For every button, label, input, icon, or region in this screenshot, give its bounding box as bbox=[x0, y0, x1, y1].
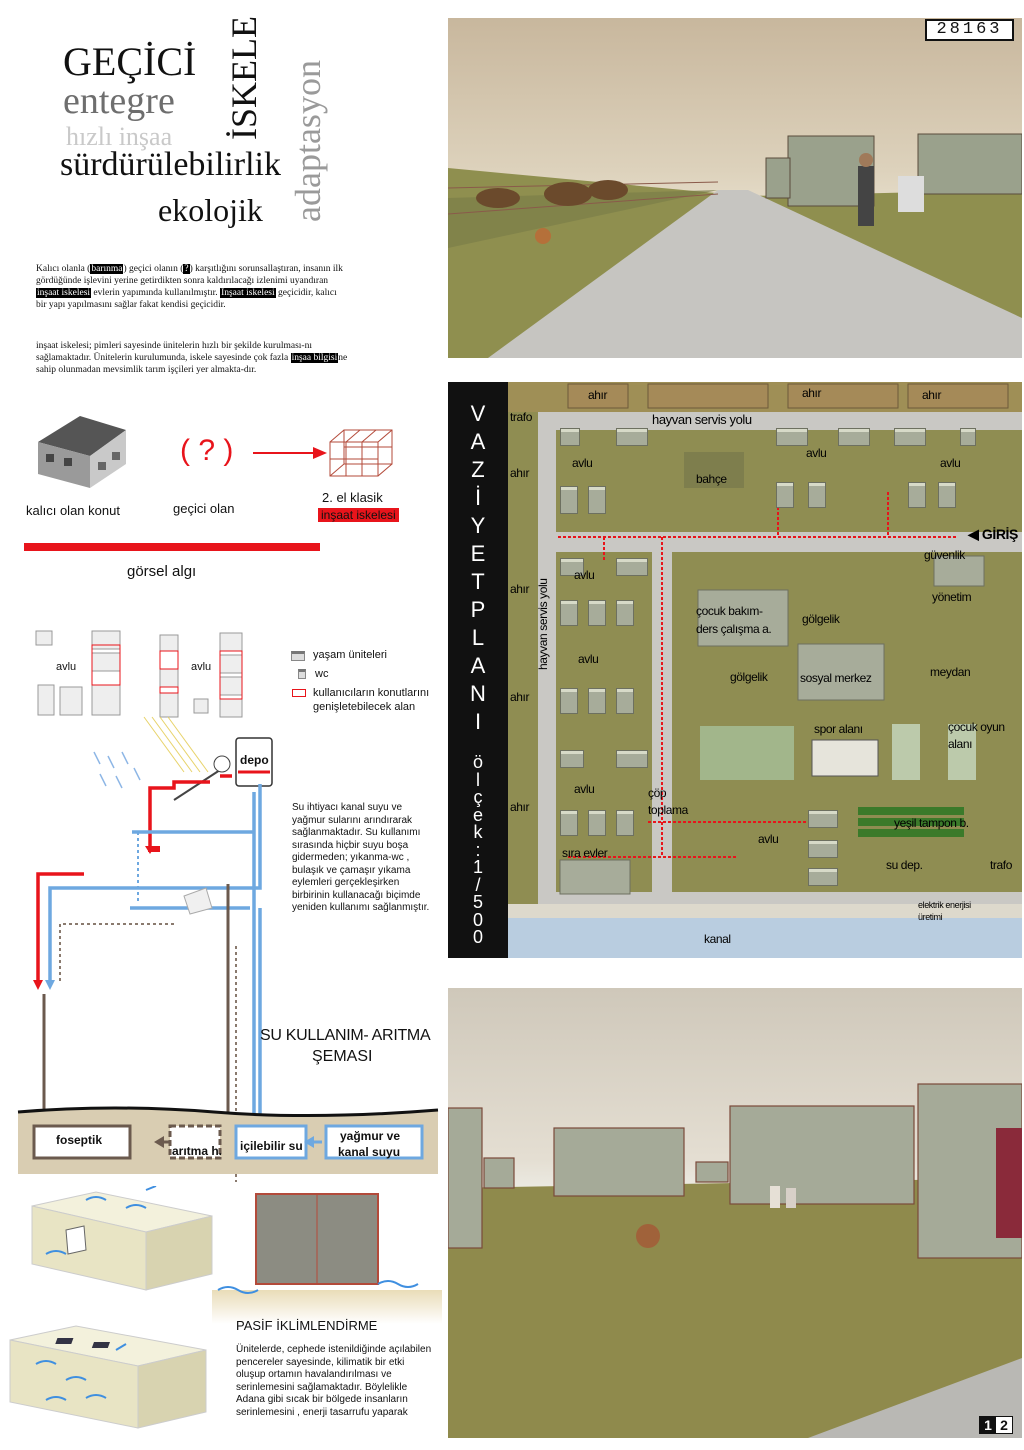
map-living-unit bbox=[616, 688, 634, 714]
site-plan-scale-char: k bbox=[473, 822, 483, 842]
map-avlu-4: avlu bbox=[574, 568, 595, 582]
legend-yasam-uniteleri: yaşam üniteleri bbox=[313, 649, 387, 661]
map-avlu-7: avlu bbox=[758, 832, 779, 846]
map-elektrik-2: üretimi bbox=[918, 912, 943, 922]
tank-foseptik: foseptik bbox=[56, 1133, 103, 1147]
map-living-unit bbox=[560, 486, 578, 514]
keyword-gecici: GEÇİCİ bbox=[63, 39, 197, 84]
map-giris[interactable]: ◀ GİRİŞ bbox=[968, 526, 1018, 542]
map-living-unit bbox=[894, 428, 926, 446]
site-plan-title-letter: İ bbox=[474, 485, 482, 510]
map-living-unit bbox=[616, 810, 634, 836]
map-cocuk-oyun-2: alanı bbox=[948, 737, 973, 751]
map-yesil-tampon: yeşil tampon b. bbox=[894, 816, 969, 830]
map-living-unit bbox=[808, 840, 838, 858]
map-living-unit bbox=[560, 428, 580, 446]
passive-unit-top bbox=[26, 1186, 218, 1294]
map-meydan: meydan bbox=[930, 665, 971, 679]
water-title-1: SU KULLANIM- ARITMA bbox=[260, 1027, 431, 1044]
page-number-1: 1 bbox=[980, 1417, 996, 1433]
map-living-unit bbox=[776, 428, 808, 446]
map-living-unit bbox=[588, 600, 606, 626]
map-hayvan-servis-1: hayvan servis yolu bbox=[652, 412, 752, 427]
sheet-number: 28163 bbox=[925, 19, 1014, 41]
keyword-hizli-insaa: hızlı inşaa bbox=[66, 122, 173, 151]
keyword-adaptasyon: adaptasyon bbox=[288, 60, 328, 222]
map-trafo-1: trafo bbox=[510, 410, 533, 424]
passive-text: Ünitelerde, cephede istenildiğinde açılabilen pencereler sayesinde, kilimatik bir etki oluşup ortamın havalandırılması ve serinlemesini sağlamaktadır. Böylelikle Adana gibi sıcak bir bölgede insanların serinlemesini , enerji tasarrufu yaparak bbox=[236, 1344, 432, 1418]
map-living-unit bbox=[808, 868, 838, 886]
map-living-unit bbox=[588, 688, 606, 714]
map-sira-evler: sıra evler bbox=[562, 846, 608, 860]
arrow-right-icon bbox=[253, 445, 328, 461]
site-plan-title-letter: Z bbox=[471, 457, 485, 482]
keywords-cloud bbox=[0, 0, 440, 250]
label-insaat-iskelesi: inşaat iskelesi bbox=[318, 508, 399, 522]
keyword-entegre: entegre bbox=[63, 80, 175, 122]
map-living-unit bbox=[838, 428, 870, 446]
legend-unit-swatch bbox=[291, 651, 305, 661]
site-plan-title-letter: P bbox=[470, 597, 486, 622]
map-living-unit bbox=[960, 428, 976, 446]
site-plan-scale-char: e bbox=[472, 804, 483, 825]
label-2el-klasik: 2. el klasik bbox=[322, 490, 383, 505]
render-bottom bbox=[448, 988, 1022, 1438]
map-trafo-2: trafo bbox=[990, 858, 1013, 872]
label-question: ( ? ) bbox=[180, 434, 234, 467]
site-plan-title-letter: Y bbox=[470, 513, 486, 538]
label-depo: depo bbox=[240, 753, 269, 767]
map-living-unit bbox=[560, 688, 578, 714]
site-plan-scale-char: / bbox=[475, 874, 481, 895]
legend-wc-swatch bbox=[298, 669, 306, 679]
site-plan-title-letter: A bbox=[470, 429, 486, 454]
legend-expand-swatch bbox=[292, 689, 306, 697]
keyword-iskele: İSKELE bbox=[224, 16, 264, 140]
label-gecici-olan: geçici olan bbox=[173, 501, 235, 516]
intro-paragraph: Kalıcı olanla (barınma) geçici olanın (?) karşıtlığını sorunsallaştıran, insanın ilk gördüğünde işlevini yerine getirdikten sonra kaldırılacağı izlenimi uyandıran inşaat iskelesi evlerin yapımında kullanılmıştır. İnşaat iskelesi geçicidir, kalıcı bir yapı yapılmasını sağlar fakat kendisi geçicidir. bbox=[36, 264, 343, 310]
map-yonetim: yönetim bbox=[932, 590, 972, 604]
tank-yagmur-2: kanal suyu bbox=[338, 1145, 401, 1159]
keyword-ekolojik: ekolojik bbox=[158, 192, 263, 228]
passive-airflow-arrows bbox=[212, 1270, 432, 1300]
map-golgelik-1: gölgelik bbox=[802, 612, 840, 626]
map-living-unit bbox=[938, 482, 956, 508]
label-kalici-konut: kalıcı olan konut bbox=[26, 503, 120, 518]
page-number bbox=[979, 1416, 1013, 1434]
map-avlu-2: avlu bbox=[806, 446, 827, 460]
map-living-unit bbox=[560, 750, 584, 768]
map-cocuk-bakim-2: ders çalışma a. bbox=[696, 622, 772, 636]
map-living-unit bbox=[616, 750, 648, 768]
passive-title: PASİF İKLİMLENDİRME bbox=[236, 1318, 378, 1333]
site-plan-title-letter: V bbox=[470, 401, 486, 426]
site-plan-scale-char: l bbox=[476, 769, 480, 790]
tank-yagmur-1: yağmur ve bbox=[340, 1129, 401, 1143]
map-living-unit bbox=[776, 482, 794, 508]
water-title-2: ŞEMASI bbox=[312, 1048, 373, 1065]
map-living-unit bbox=[908, 482, 926, 508]
map-su-dep: su dep. bbox=[886, 858, 923, 872]
map-cocuk-oyun-1: çocuk oyun bbox=[948, 720, 1005, 734]
scaffold-paragraph: inşaat iskelesi; pimleri sayesinde ünitelerin hızlı bir şekilde kurulması-nı sağlamaktadır. Ünitelerin kurulumunda, iskele sayesinde çok fazla inşaa bilgisine sahip olunmadan mevsimlik tarım işçileri yer almakta-dır. bbox=[36, 341, 348, 375]
map-living-unit bbox=[808, 810, 838, 828]
legend-genisletebilecek-1: kullanıcıların konutlarını bbox=[313, 687, 430, 699]
page-number-2: 2 bbox=[996, 1417, 1012, 1433]
water-usage-diagram bbox=[14, 712, 444, 1192]
site-plan-title-strip bbox=[448, 382, 508, 958]
map-sosyal-merkez: sosyal merkez bbox=[800, 671, 872, 685]
map-ahir-6: ahır bbox=[510, 690, 530, 704]
map-elektrik-1: elektrik enerjisi bbox=[918, 900, 971, 910]
tank-aritma: arıtma h. bbox=[172, 1144, 223, 1158]
map-cocuk-bakim-1: çocuk bakım- bbox=[696, 604, 763, 618]
map-living-unit bbox=[616, 600, 634, 626]
house-illustration bbox=[30, 402, 140, 492]
legend-wc: wc bbox=[315, 668, 329, 680]
site-plan-title-letter: N bbox=[470, 681, 486, 706]
map-living-unit bbox=[588, 810, 606, 836]
site-plan-title-letter: I bbox=[474, 709, 482, 734]
map-bahce: bahçe bbox=[696, 472, 727, 486]
label-avlu-2: avlu bbox=[191, 661, 212, 673]
site-plan-title bbox=[448, 400, 508, 736]
legend-genisletebilecek-2: genişletebilecek alan bbox=[313, 701, 416, 713]
site-plan-scale-char: 5 bbox=[472, 892, 483, 912]
keyword-surdurulebilirlik: sürdürülebilirlik bbox=[60, 146, 281, 183]
site-plan-title-letter: T bbox=[471, 569, 485, 594]
map-ahir-4: ahır bbox=[510, 466, 530, 480]
map-ahir-3: ahır bbox=[922, 388, 942, 402]
scaffold-illustration bbox=[326, 428, 398, 480]
site-plan-scale-char: 1 bbox=[472, 857, 483, 877]
map-avlu-6: avlu bbox=[574, 782, 595, 796]
map-hayvan-servis-2: hayvan servis yolu bbox=[536, 578, 550, 670]
map-kanal: kanal bbox=[704, 932, 731, 946]
gorsel-algi-bar bbox=[24, 543, 320, 551]
map-living-unit bbox=[616, 558, 648, 576]
map-living-unit bbox=[560, 600, 578, 626]
map-living-unit bbox=[588, 486, 606, 514]
map-avlu-5: avlu bbox=[578, 652, 599, 666]
map-ahir-7: ahır bbox=[510, 800, 530, 814]
site-plan-title-letter: A bbox=[470, 653, 486, 678]
map-avlu-1: avlu bbox=[572, 456, 593, 470]
map-living-unit bbox=[616, 428, 648, 446]
render-top bbox=[448, 18, 1022, 358]
site-plan-scale-char: : bbox=[475, 839, 481, 860]
site-plan-map bbox=[508, 382, 1022, 958]
map-spor-alani: spor alanı bbox=[814, 722, 863, 736]
passive-unit-bottom bbox=[6, 1320, 216, 1432]
map-golgelik-2: gölgelik bbox=[730, 670, 768, 684]
map-ahir-1: ahır bbox=[588, 388, 608, 402]
site-plan-title-letter: E bbox=[470, 541, 486, 566]
tank-icilebilir: içilebilir su bbox=[240, 1139, 303, 1153]
site-plan-scale-char: 0 bbox=[472, 927, 483, 947]
map-cop-1: çöp bbox=[648, 786, 667, 800]
map-cop-2: toplama bbox=[648, 803, 688, 817]
map-avlu-3: avlu bbox=[940, 456, 961, 470]
map-guvenlik: güvenlik bbox=[924, 548, 965, 562]
site-plan-title-letter: L bbox=[471, 625, 485, 650]
water-description: Su ihtiyacı kanal suyu ve yağmur sularını arındırarak sağlanmaktadır. Su kullanımı sırasında hiçbir suyu boşa gidermeden; yıkanma-wc , bulaşık ve çamaşır yıkama eylemleri gerçekleşirken birbirinin kullanacağı biçimde yeniden kullanımı sağlanmıştır. bbox=[292, 802, 430, 913]
site-plan-scale bbox=[448, 754, 508, 947]
label-gorsel-algi: görsel algı bbox=[127, 563, 197, 580]
site-plan-scale-char: 0 bbox=[472, 909, 483, 930]
map-ahir-5: ahır bbox=[510, 582, 530, 596]
map-living-unit bbox=[560, 810, 578, 836]
label-avlu-1: avlu bbox=[56, 661, 77, 673]
site-plan-scale-char: ö bbox=[472, 752, 483, 772]
map-ahir-2: ahır bbox=[802, 386, 822, 400]
map-living-unit bbox=[808, 482, 826, 508]
site-plan-scale-char: ç bbox=[473, 787, 483, 807]
